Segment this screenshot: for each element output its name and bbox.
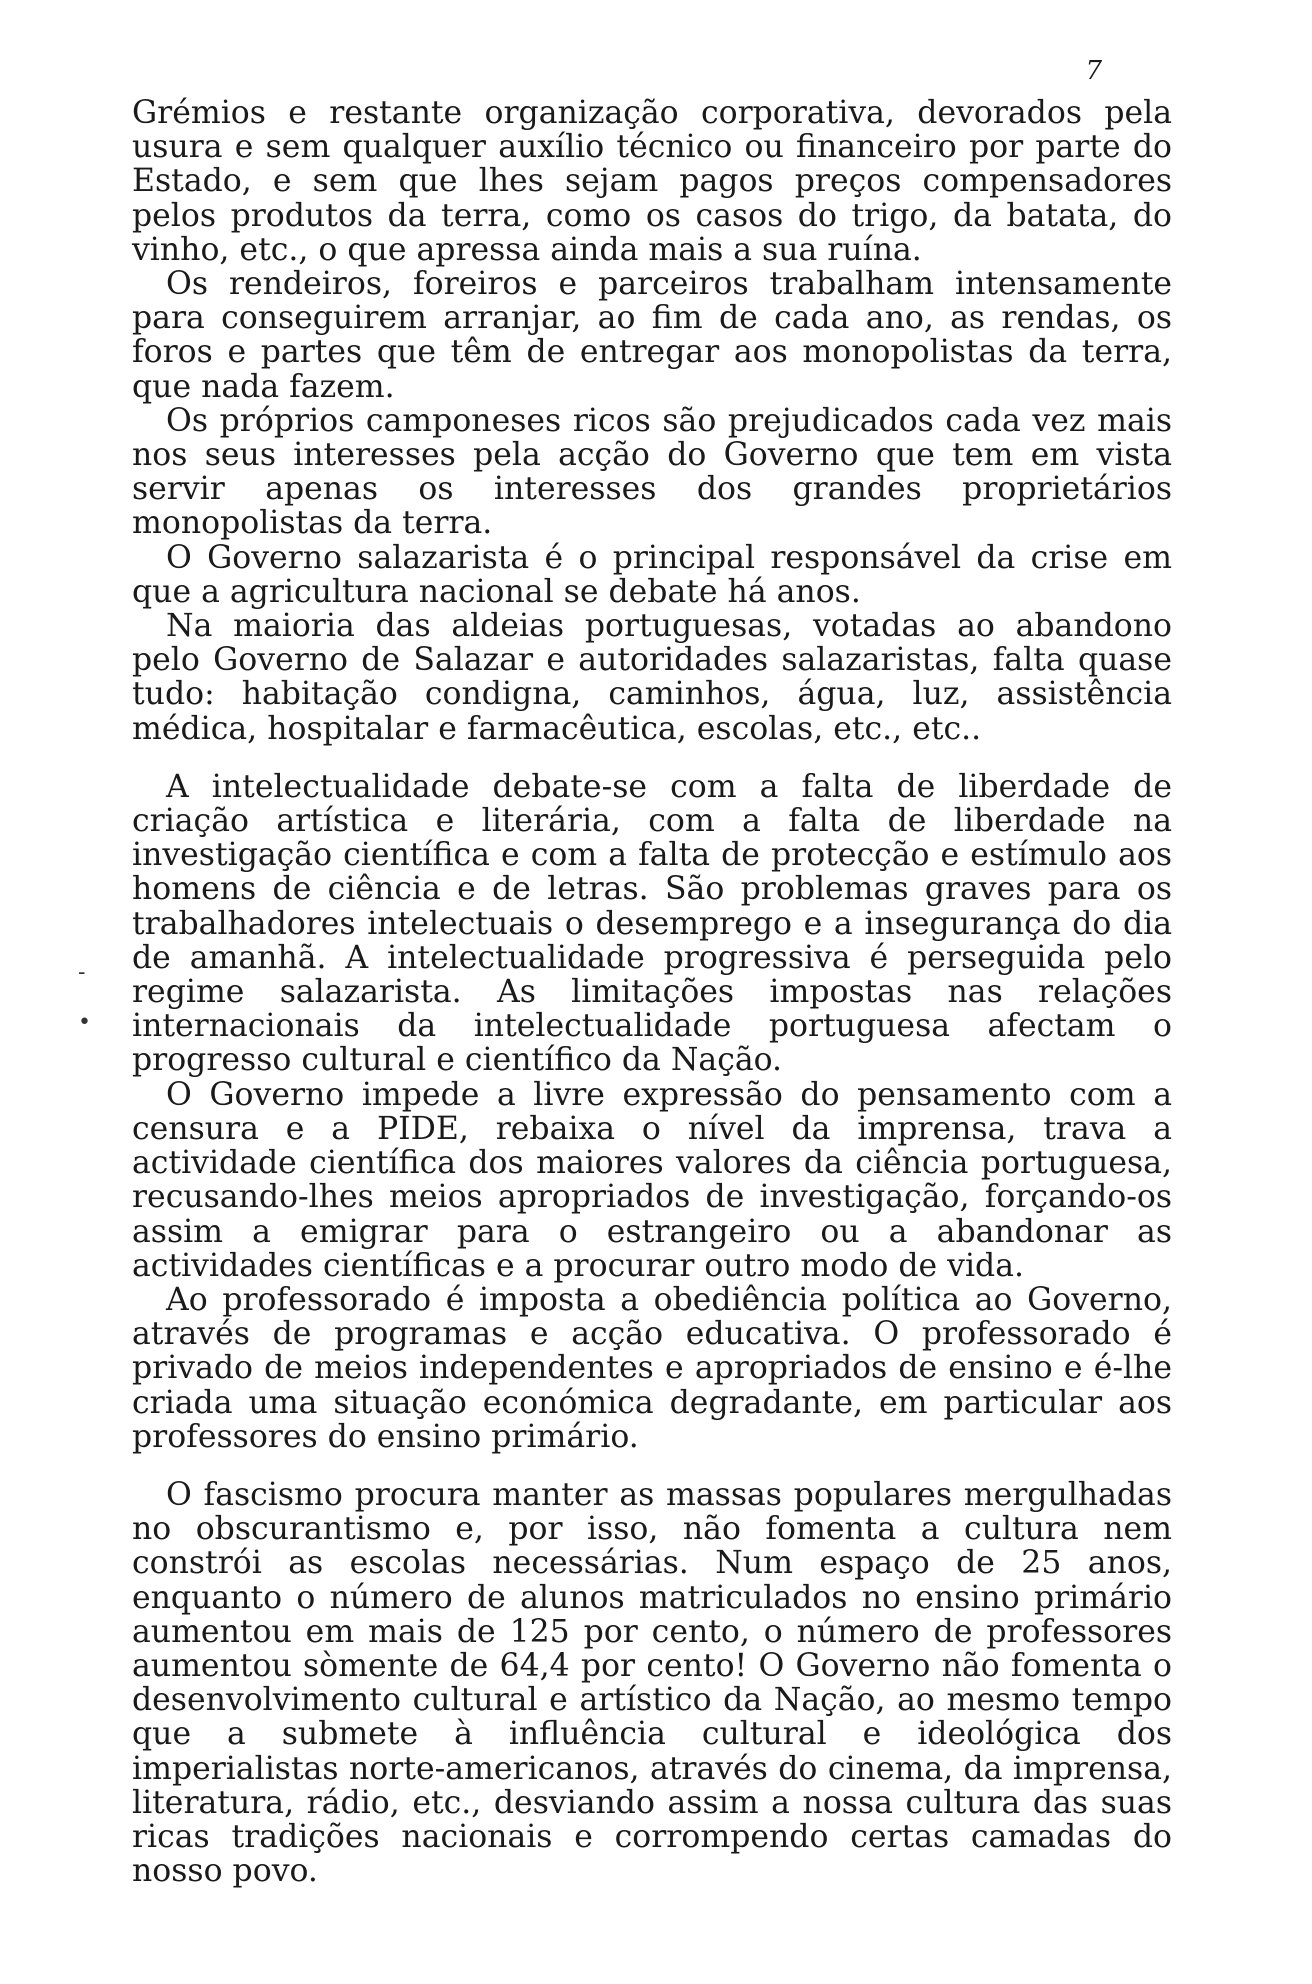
paragraph-teachers: Ao professorado é imposta a obediência política ao Governo, através de programas e acção educativa. O professorado é privado de meios independentes e apropriados de ensino e é-lhe criada uma situação económica degradante, em particular aos professores do ensino primário. (132, 1281, 1172, 1455)
paragraph-villages: Na maioria das aldeias portuguesas, votadas ao abandono pelo Governo de Salazar e autoridades salazaristas, falta quase tudo: habitação condigna, caminhos, água, luz, assistência médica, hospitalar e farmacêutica, escolas, etc., etc.. (132, 608, 1172, 747)
paragraph-guilds: Grémios e restante organização corporativa, devorados pela usura e sem qualquer auxílio técnico ou financeiro por parte do Estado, e sem que lhes sejam pagos preços compensadores pelos produtos da terra, como os casos do trigo, da batata, do vinho, etc., o que apressa ainda mais a sua ruína. (132, 95, 1172, 268)
paragraph-rich-peasants: Os próprios camponeses ricos são prejudicados cada vez mais nos seus interesses pela acção do Governo que tem em vista servir apenas os interesses dos grandes proprietários monopolistas da terra. (132, 402, 1172, 542)
paragraph-intellectuals: A intelectualidade debate-se com a falta de liberdade de criação artística e literária, com a falta de liberdade na investigação científica e com a falta de protecção e estímulo aos homens de ciência e de letras. São problemas graves para os trabalhadores intelectuais o desemprego e a insegurança do dia de amanhã. A intelectualidade progressiva é perseguida pelo regime salazarista. As limitações impostas nas relações internacionais da intelectualidade portuguesa afectam o progresso cultural e científico da Nação. (132, 768, 1172, 1079)
paragraph-tenants: Os rendeiros, foreiros e parceiros trabalham intensamente para conseguirem arranjar, ao fim de cada ano, as rendas, os foros e partes que têm de entregar aos monopolistas da terra, que nada fazem. (132, 266, 1172, 405)
margin-mark: - (78, 960, 86, 985)
paragraph-fascism-culture: O fascismo procura manter as massas populares mergulhadas no obscurantismo e, por isso, não fomenta a cultura nem constrói as escolas necessárias. Num espaço de 25 anos, enquanto o número de alunos matriculados no ensino primário aumentou em mais de 125 por cento, o número de professores aumentou sòmente de 64,4 por cento! O Governo não fomenta o desenvolvimento cultural e artístico da Nação, ao mesmo tempo que a submete à influência cultural e ideológica dos imperialistas norte-americanos, através do cinema, da imprensa, literatura, rádio, etc., desviando assim a nossa cultura das suas ricas tradições nacionais e corrompendo certas camadas do nosso povo. (132, 1476, 1172, 1890)
page-number: 7 (1085, 56, 1102, 86)
text-body (132, 96, 1172, 1888)
margin-mark: • (78, 1010, 91, 1035)
paragraph-government-responsibility: O Governo salazarista é o principal responsável da crise em que a agricultura nacional se debate há anos. (132, 539, 1172, 610)
paragraph-censorship: O Governo impede a livre expressão do pensamento com a censura e a PIDE, rebaixa o nível da imprensa, trava a actividade científica dos maiores valores da ciência portuguesa, recusando-lhes meios apropriados de investigação, forçando-os assim a emigrar para o estrangeiro ou a abandonar as actividades científicas e a procurar outro modo de vida. (132, 1076, 1172, 1284)
